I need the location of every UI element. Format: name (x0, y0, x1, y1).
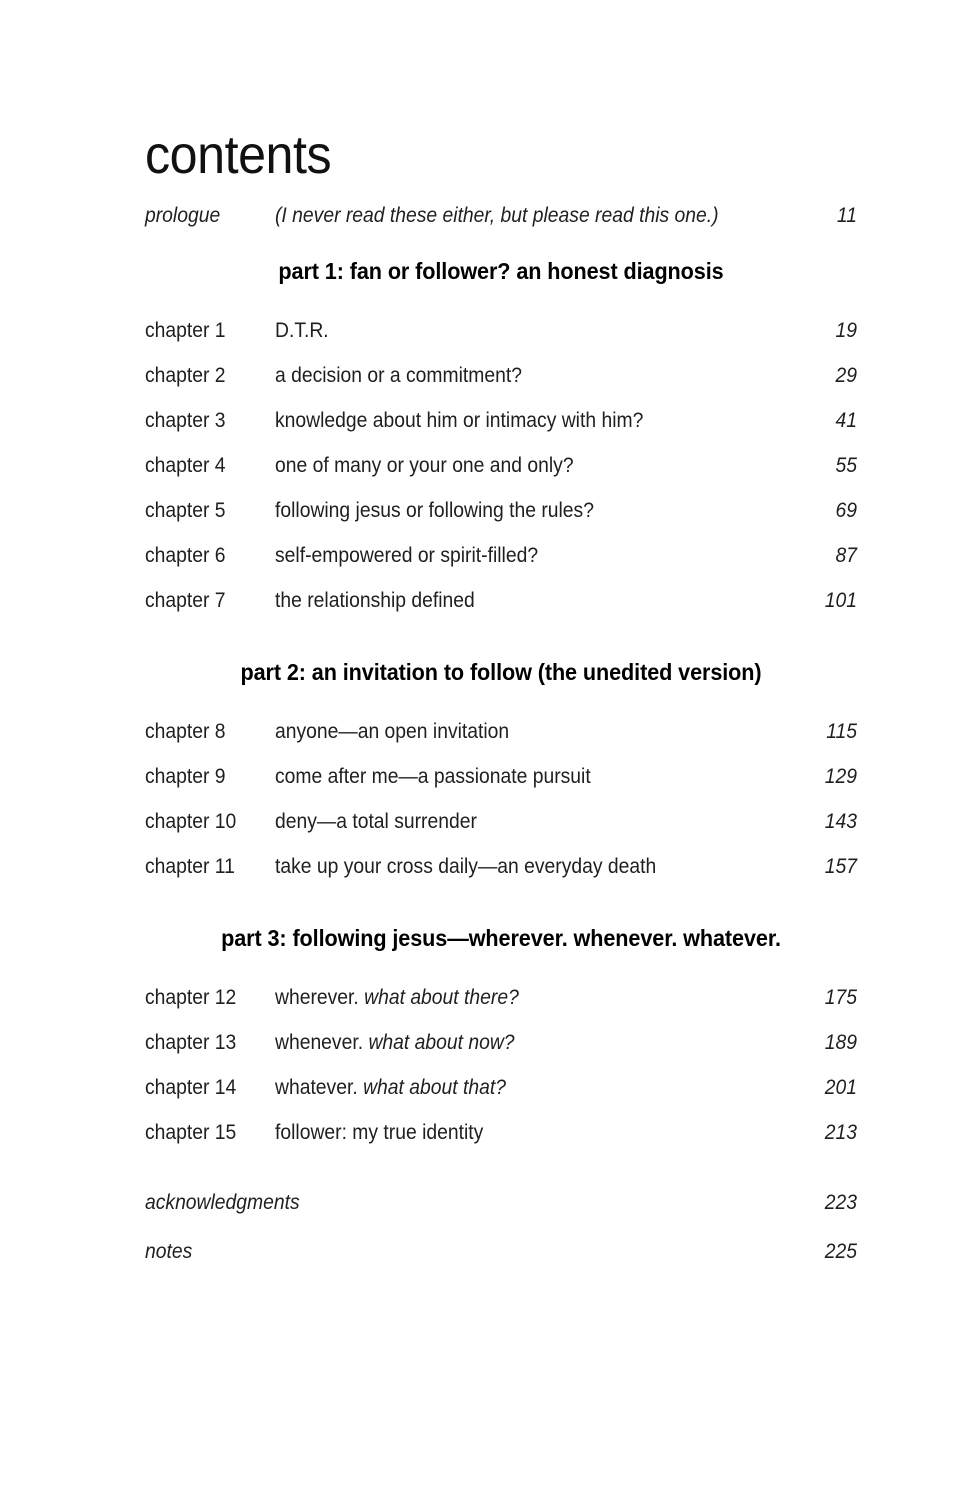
chapter-page-number: 69 (835, 499, 857, 522)
chapter-title: come after me—a passionate pursuit (275, 765, 591, 788)
toc-entry-prologue[interactable] (145, 204, 857, 228)
chapter-label: chapter 4 (145, 454, 226, 477)
chapter-label: chapter 6 (145, 544, 226, 567)
toc-entry-chapter-9[interactable] (145, 765, 857, 789)
chapter-label: chapter 13 (145, 1031, 237, 1054)
toc-entry-chapter-7[interactable] (145, 589, 857, 613)
chapter-title-italic: what about now? (368, 1031, 515, 1054)
toc-entry-chapter-1[interactable] (145, 319, 857, 343)
chapter-title: one of many or your one and only? (275, 454, 574, 477)
toc-content-block (145, 125, 857, 1289)
toc-entry-chapter-5[interactable] (145, 499, 857, 523)
toc-entry-chapter-10[interactable] (145, 810, 857, 834)
chapter-label: chapter 3 (145, 409, 226, 432)
toc-entry-chapter-14[interactable] (145, 1076, 857, 1100)
back-matter-label: notes (145, 1240, 193, 1263)
part-heading-2: part 2: an invitation to follow (the unedited version) (240, 659, 762, 685)
chapter-page-number: 55 (835, 454, 857, 477)
chapter-label: chapter 11 (145, 855, 235, 878)
chapter-title: self-empowered or spirit-filled? (275, 544, 539, 567)
chapter-title: deny—a total surrender (275, 810, 477, 833)
toc-entry-chapter-15[interactable] (145, 1121, 857, 1145)
chapter-title: follower: my true identity (275, 1121, 484, 1144)
part-heading-1: part 1: fan or follower? an honest diagnosis (278, 258, 724, 284)
toc-entry-chapter-3[interactable] (145, 409, 857, 433)
chapter-page-number: 143 (824, 810, 857, 833)
chapter-title: D.T.R. (275, 319, 329, 342)
toc-entry-chapter-6[interactable] (145, 544, 857, 568)
chapter-title: a decision or a commitment? (275, 364, 522, 387)
back-matter-page-number: 225 (824, 1240, 857, 1263)
prologue-title: (I never read these either, but please read this one.) (275, 204, 719, 227)
chapter-label: chapter 14 (145, 1076, 237, 1099)
back-matter-label: acknowledgments (145, 1191, 300, 1214)
part-heading-3: part 3: following jesus—wherever. whenever. whatever. (221, 925, 781, 951)
chapter-label: chapter 15 (145, 1121, 237, 1144)
chapter-title-italic: what about that? (363, 1076, 506, 1099)
chapter-label: chapter 8 (145, 720, 226, 743)
toc-entry-chapter-2[interactable] (145, 364, 857, 388)
chapter-page-number: 19 (835, 319, 857, 342)
toc-entry-acknowledgments[interactable] (145, 1191, 857, 1215)
prologue-page-number: 11 (836, 204, 857, 227)
chapter-page-number: 213 (824, 1121, 857, 1144)
chapter-title: anyone—an open invitation (275, 720, 510, 743)
chapter-title: take up your cross daily—an everyday death (275, 855, 657, 878)
chapter-title (275, 986, 768, 1010)
chapter-label: chapter 1 (145, 319, 226, 342)
toc-entry-chapter-12[interactable] (145, 986, 857, 1010)
chapter-page-number: 101 (824, 589, 857, 612)
chapter-title-roman: whenever. (275, 1031, 364, 1054)
chapter-title-roman: wherever. (275, 986, 359, 1009)
chapter-label: chapter 9 (145, 765, 226, 788)
chapter-page-number: 175 (824, 986, 857, 1009)
chapter-title: knowledge about him or intimacy with him? (275, 409, 644, 432)
toc-entry-chapter-13[interactable] (145, 1031, 857, 1055)
chapter-label: chapter 2 (145, 364, 226, 387)
chapter-page-number: 29 (835, 364, 857, 387)
page-title: contents (145, 125, 332, 185)
chapter-label: chapter 12 (145, 986, 237, 1009)
chapter-label: chapter 5 (145, 499, 226, 522)
prologue-label: prologue (145, 204, 221, 227)
chapter-title: the relationship defined (275, 589, 475, 612)
chapter-title-roman: whatever. (275, 1076, 358, 1099)
chapter-title: following jesus or following the rules? (275, 499, 594, 522)
chapter-title (275, 1076, 768, 1100)
chapter-label: chapter 7 (145, 589, 226, 612)
chapter-page-number: 115 (826, 720, 857, 743)
chapter-page-number: 87 (835, 544, 857, 567)
toc-entry-notes[interactable] (145, 1240, 857, 1264)
chapter-title-italic: what about there? (364, 986, 519, 1009)
toc-entry-chapter-11[interactable] (145, 855, 857, 879)
toc-entry-chapter-4[interactable] (145, 454, 857, 478)
chapter-page-number: 129 (824, 765, 857, 788)
chapter-title (275, 1031, 768, 1055)
back-matter-section (145, 1191, 857, 1264)
toc-entry-chapter-8[interactable] (145, 720, 857, 744)
chapter-page-number: 41 (835, 409, 857, 432)
chapter-page-number: 157 (824, 855, 857, 878)
chapter-label: chapter 10 (145, 810, 237, 833)
chapter-page-number: 189 (824, 1031, 857, 1054)
chapter-page-number: 201 (824, 1076, 857, 1099)
back-matter-page-number: 223 (824, 1191, 857, 1214)
